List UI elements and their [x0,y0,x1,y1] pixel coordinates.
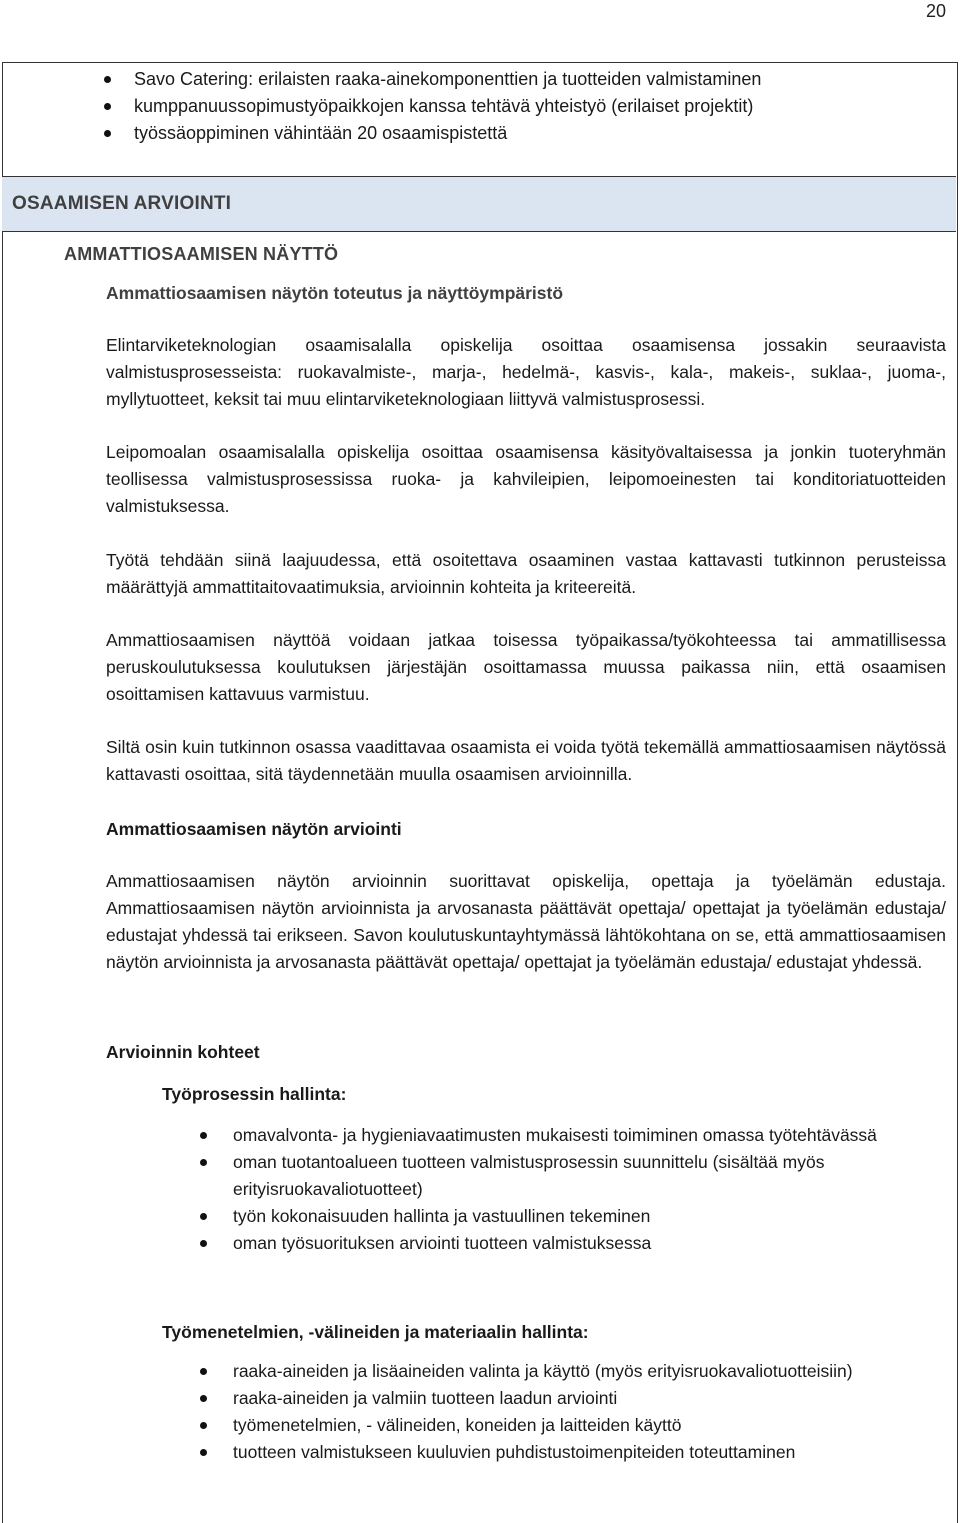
paragraph-evaluation [106,868,946,976]
heading-evaluation [106,816,946,843]
top-bullet-list [104,66,761,147]
list-item: työssäoppiminen vähintään 20 osaamispistettä [104,120,761,147]
list-item: työmenetelmien, - välineiden, koneiden ja laitteiden käyttö [200,1412,940,1439]
paragraph-text: Siltä osin kuin tutkinnon osassa vaadittavaa osaamista ei voida työtä tekemällä ammattiosaamisen näytössä kattavasti osoittaa, sitä täydennetään muulla osaamisen arvioinnilla. [106,737,946,784]
list-item: Savo Catering: erilaisten raaka-ainekomponenttien ja tuotteiden valmistaminen [104,66,761,93]
heading-implementation [106,280,946,307]
section-title: OSAAMISEN ARVIOINTI [12,193,232,214]
paragraph-text: Ammattiosaamisen näyttöä voidaan jatkaa toisessa työpaikassa/työkohteessa tai ammatillisessa peruskoulutuksessa koulutuksen järjestäjän osoittamassa muussa paikassa niin, että osaamisen osoittamisen kattavuus varmistuu. [106,630,946,704]
list-item: oman työsuorituksen arviointi tuotteen valmistuksessa [200,1230,940,1257]
heading-text: Arvioinnin kohteet [106,1042,260,1062]
paragraph-supplement [106,734,946,788]
list-item: omavalvonta- ja hygieniavaatimusten mukaisesti toimiminen omassa työtehtävässä [200,1122,940,1149]
group1-list [200,1122,940,1257]
section-heading-bar [2,176,956,232]
group2-title: Työmenetelmien, -välineiden ja materiaalin hallinta: [162,1322,589,1342]
list-item: oman tuotantoalueen tuotteen valmistusprosessin suunnittelu (sisältää myös erityisruokavaliotuotteet) [200,1149,940,1203]
paragraph-scope [106,547,946,601]
paragraph-bakery [106,439,946,520]
paragraph-text: Leipomoalan osaamisalalla opiskelija osoittaa osaamisensa käsityövaltaisessa ja jonkin tuoteryhmän teollisessa valmistusprosessissa ruoka- ja kahvileipien, leipomoeinesten tai konditoriatuotteiden valmistuksessa. [106,442,946,516]
list-item: tuotteen valmistukseen kuuluvien puhdistustoimenpiteiden toteuttaminen [200,1439,940,1466]
list-item: työn kokonaisuuden hallinta ja vastuullinen tekeminen [200,1203,940,1230]
list-item: raaka-aineiden ja valmiin tuotteen laadun arviointi [200,1385,940,1412]
group1-title: Työprosessin hallinta: [162,1084,347,1104]
paragraph-food-tech [106,332,946,413]
section-subtitle: AMMATTIOSAAMISEN NÄYTTÖ [64,244,339,264]
paragraph-text: Työtä tehdään siinä laajuudessa, että osoitettava osaaminen vastaa kattavasti tutkinnon perusteissa määrättyjä ammattitaitovaatimuksia, arvioinnin kohteita ja kriteereitä. [106,550,946,597]
page-number: 20 [925,1,946,21]
group2-list [200,1358,940,1466]
list-item: kumppanuussopimustyöpaikkojen kanssa tehtävä yhteistyö (erilaiset projektit) [104,93,761,120]
list-item: raaka-aineiden ja lisäaineiden valinta ja käyttö (myös erityisruokavaliotuotteisiin) [200,1358,940,1385]
heading-text: Ammattiosaamisen näytön toteutus ja näyttöympäristö [106,283,564,303]
paragraph-text: Ammattiosaamisen näytön arvioinnin suorittavat opiskelija, opettaja ja työelämän edustaja. Ammattiosaamisen näytön arvioinnista ja arvosanasta päättävät opettaja/ opettajat ja työelämän edustaja/ edustajat yhdessä tai erikseen. Savon koulutuskuntayhtymässä lähtökohtana on se, että ammattiosaamisen näytön arvioinnista ja arvosanasta päättävät opettaja/ opettajat ja työelämän edustaja/ edustajat yhdessä. [106,871,946,972]
heading-assessment-targets [106,1039,946,1066]
heading-text: Ammattiosaamisen näytön arviointi [106,819,402,839]
paragraph-text: Elintarviketeknologian osaamisalalla opiskelija osoittaa osaamisensa jossakin seuraavista valmistusprosesseista: ruokavalmiste-, marja-, hedelmä-, kasvis-, kala-, makeis-, suklaa-, juoma-, myllytuotteet, keksit tai muu elintarviketeknologiaan liittyvä valmistusprosessi. [106,335,946,409]
paragraph-continuation [106,627,946,708]
